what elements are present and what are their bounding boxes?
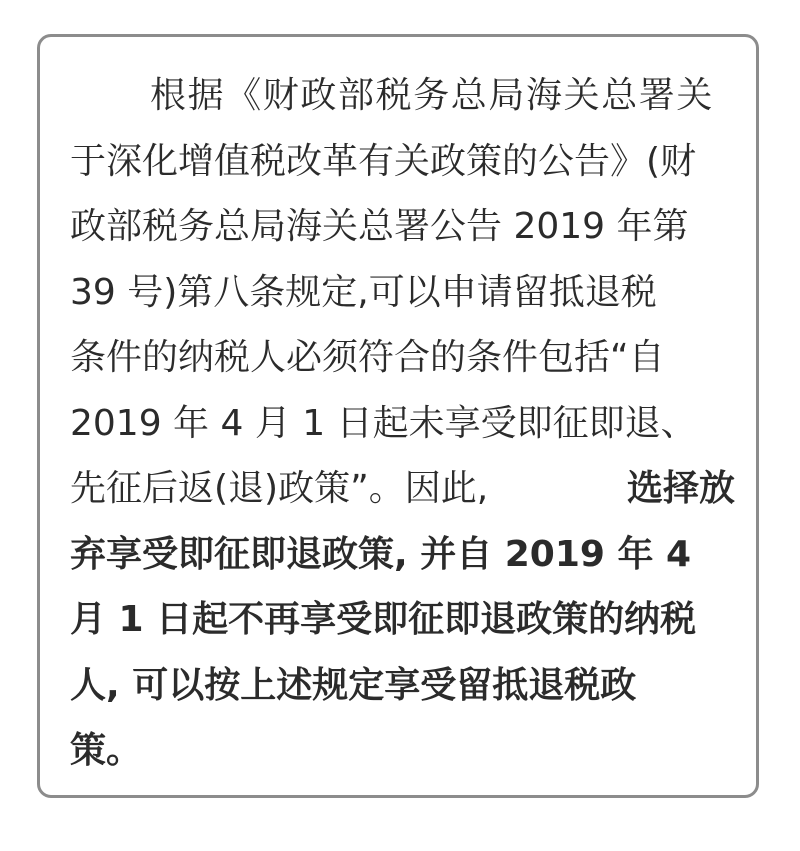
- line-text: 政部税务总局海关总署公告 2019 年第: [70, 206, 689, 247]
- line-text-bold: 策。: [70, 730, 143, 771]
- line-text: 39 号)第八条规定,可以申请留抵退税: [70, 271, 657, 313]
- paragraph-line-4: [70, 260, 735, 326]
- paragraph-line-10: [70, 653, 735, 719]
- line-text: 条件的纳税人必须符合的条件包括“自: [70, 337, 665, 378]
- line-text: 于深化增值税改革有关政策的公告》(财: [70, 140, 697, 182]
- paragraph-line-1: [70, 63, 735, 129]
- line-text: 2019 年 4 月 1 日起未享受即征即退、: [70, 402, 697, 444]
- paragraph-line-8: [70, 522, 735, 588]
- paragraph-line-3: [70, 194, 735, 260]
- paragraph: [70, 63, 735, 784]
- paragraph-line-2: [70, 129, 735, 195]
- line-text-bold: 人, 可以按上述规定享受留抵退税政: [70, 664, 637, 706]
- line-text: 先征后返(退)政策”。因此,: [70, 468, 489, 509]
- paragraph-line-11: [70, 718, 735, 784]
- paragraph-line-9: [70, 587, 735, 653]
- line-text-bold: 弃享受即征即退政策, 并自 2019 年 4: [70, 533, 692, 575]
- line-text-bold: 月 1 日起不再享受即征即退政策的纳税: [70, 599, 697, 640]
- line-text-bold: 选择放: [626, 468, 735, 509]
- paragraph-line-7: [70, 456, 735, 522]
- paragraph-line-5: [70, 325, 735, 391]
- line-text: 根据《财政部税务总局海关总署关: [150, 75, 715, 116]
- paragraph-line-6: [70, 391, 735, 457]
